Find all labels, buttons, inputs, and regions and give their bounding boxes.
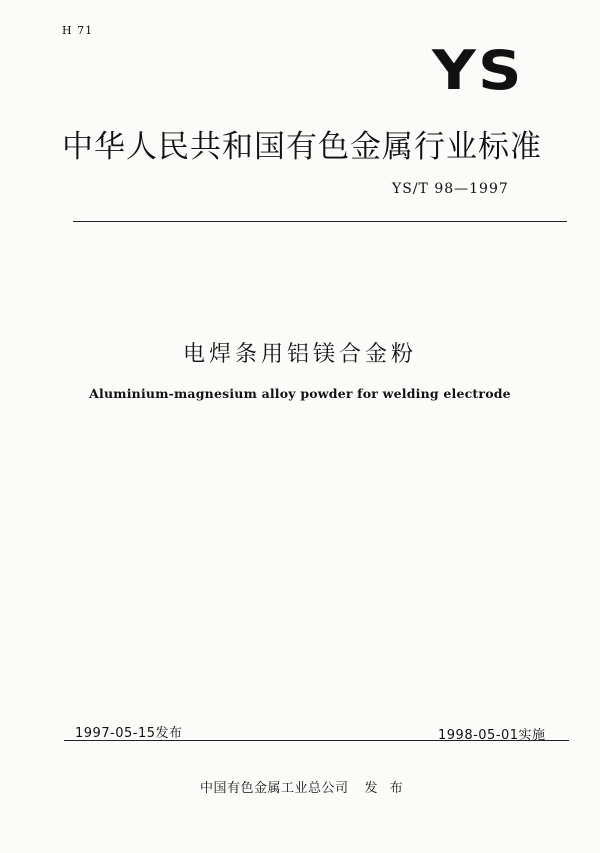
header-divider (73, 221, 567, 222)
implementation-date: 1998-05-01实施 (438, 728, 546, 743)
publisher-verb: 发 布 (364, 781, 407, 796)
issue-date: 1997-05-15发布 (75, 726, 183, 741)
publisher-line (200, 777, 407, 796)
document-title-en: Aluminium-magnesium alloy powder for welding electrode (89, 386, 511, 401)
standard-number: YS/T 98—1997 (392, 181, 509, 197)
standard-title: 中华人民共和国有色金属行业标准 (62, 129, 542, 165)
footer-divider (64, 740, 569, 741)
classification-code: H 71 (62, 24, 94, 37)
document-title-cn: 电焊条用铝镁合金粉 (182, 342, 417, 367)
publisher-name: 中国有色金属工业总公司 (200, 781, 349, 796)
ys-logo: YS (432, 39, 524, 102)
